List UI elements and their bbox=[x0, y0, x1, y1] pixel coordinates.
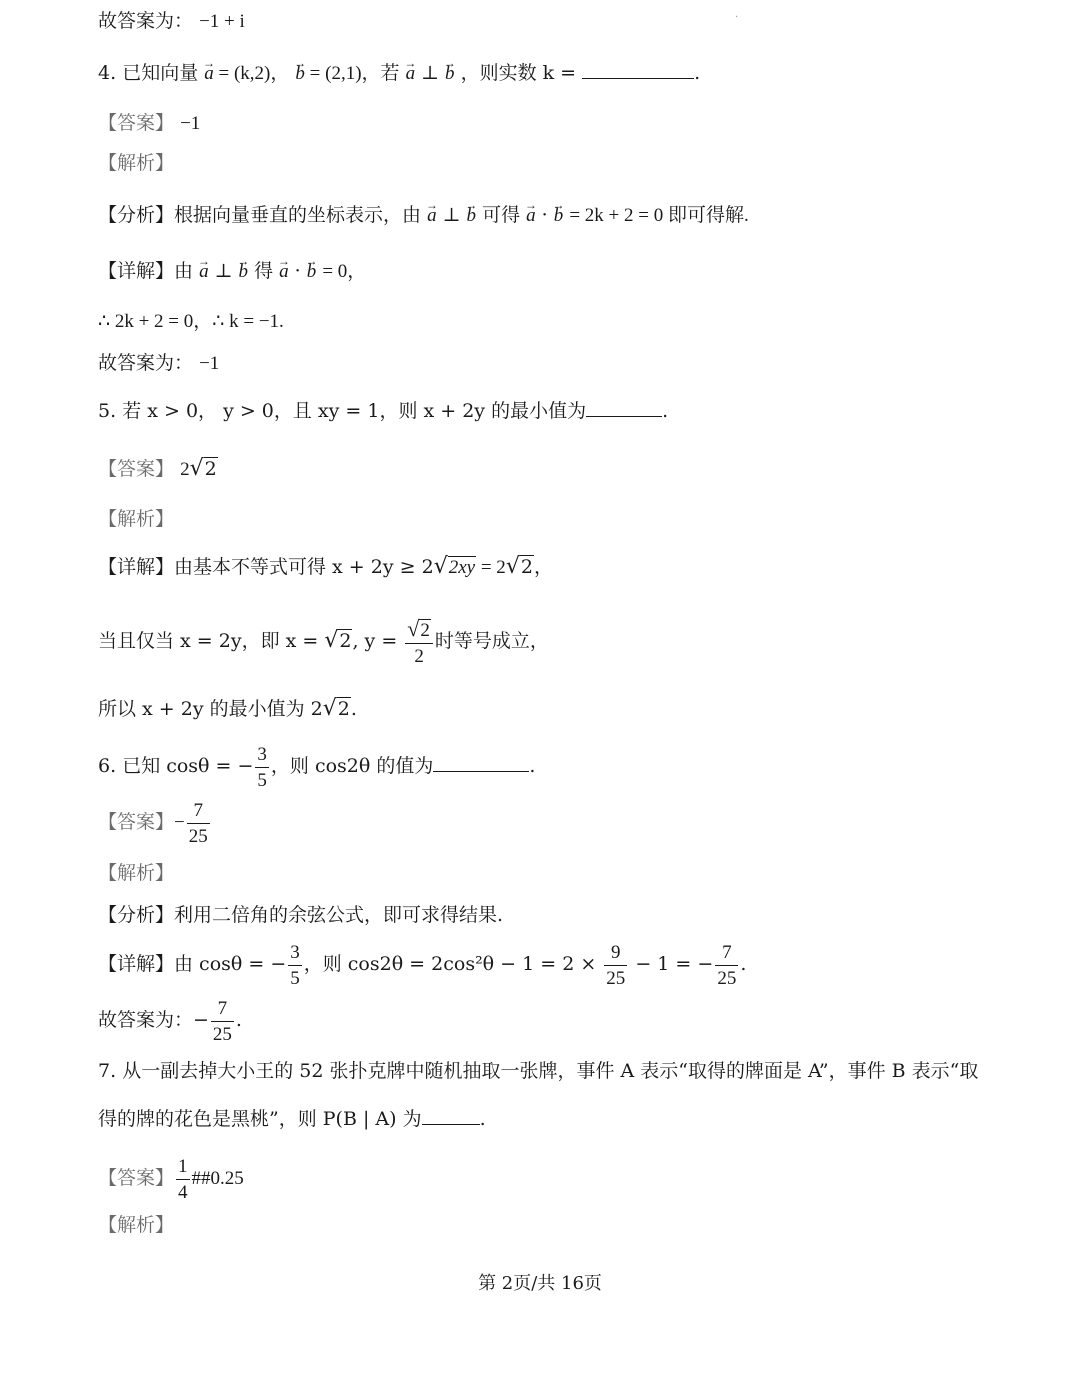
q7-number: 7. bbox=[98, 1060, 117, 1082]
q5-answer-line bbox=[98, 456, 218, 483]
q6-detail-f2-den: 25 bbox=[606, 967, 626, 989]
q6-final-fraction bbox=[211, 999, 234, 1044]
q4-period: . bbox=[694, 62, 701, 84]
q6-detail-fraction2 bbox=[604, 943, 627, 988]
q6-analysis-line bbox=[98, 860, 174, 886]
q4-step-line bbox=[98, 308, 284, 335]
q4-answer-tag: 【答案】 bbox=[98, 112, 175, 134]
q4-fenxi-dot: · bbox=[535, 204, 554, 226]
q6-fraction bbox=[255, 745, 269, 790]
q7-answer-line bbox=[98, 1152, 244, 1205]
q6-detail-fraction1 bbox=[288, 943, 302, 988]
q4-fenxi-dot-a: → a bbox=[526, 203, 536, 229]
q6-detail-tag: 【详解】 bbox=[98, 953, 175, 975]
q6-answer-tag: 【答案】 bbox=[98, 811, 175, 833]
q7-question-line1 bbox=[98, 1058, 978, 1084]
q4-vec-a: → a bbox=[204, 61, 214, 87]
q4-fenxi-text1: 根据向量垂直的坐标表示，由 bbox=[174, 204, 422, 226]
q7-analysis-tag: 【解析】 bbox=[98, 1214, 175, 1236]
q4-cond-a: → a bbox=[406, 61, 416, 87]
q4-detail-dot: · bbox=[288, 260, 307, 282]
q4-eq-b: = (2,1)，若 bbox=[304, 63, 400, 84]
q6-final-line bbox=[98, 994, 242, 1046]
q5-cond-fraction bbox=[405, 618, 433, 666]
q4-number: 4. bbox=[98, 62, 117, 84]
q7-answer-num: 1 bbox=[176, 1157, 190, 1180]
q6-final-label: 故答案为：− bbox=[98, 1009, 209, 1031]
q7-analysis-line bbox=[98, 1212, 174, 1238]
q4-fenxi-line bbox=[98, 202, 749, 229]
q4-perp: ⊥ bbox=[415, 62, 446, 84]
q6-analysis-tag: 【解析】 bbox=[98, 862, 175, 884]
q4-final-line bbox=[98, 350, 219, 377]
q4-text-pre: 已知向量 bbox=[122, 62, 199, 84]
q5-cond-text2: , y = bbox=[352, 630, 404, 652]
q6-question bbox=[98, 740, 535, 792]
q5-number: 5. bbox=[98, 400, 117, 422]
q4-final: −1 bbox=[199, 353, 220, 374]
q6-answer-blank bbox=[433, 753, 529, 772]
q6-frac-den: 5 bbox=[257, 769, 267, 791]
q6-answer-fraction bbox=[187, 801, 210, 846]
q5-detail-end: ， bbox=[533, 556, 553, 578]
scan-speck: · bbox=[735, 12, 739, 23]
q4-detail-b: → b bbox=[239, 259, 249, 285]
q6-text2: ，则 cos2θ 的值为 bbox=[270, 755, 434, 777]
q4-final-label: 故答案为： bbox=[98, 352, 194, 374]
q4-answer-blank bbox=[582, 60, 694, 79]
q6-detail-f2-num: 9 bbox=[604, 943, 627, 966]
q4-step: ∴ 2k + 2 = 0，∴ k = −1. bbox=[98, 311, 284, 332]
page-footer bbox=[0, 1272, 1080, 1296]
q5-cond-frac-den: 2 bbox=[414, 646, 424, 667]
q7-answer-fraction bbox=[176, 1157, 190, 1202]
q5-detail-radicand1: 2xy bbox=[448, 557, 476, 578]
q6-answer-line bbox=[98, 796, 212, 849]
q4-fenxi-dot-b: → b bbox=[554, 203, 564, 229]
q6-detail-text1: 由 cosθ = − bbox=[174, 953, 287, 975]
q4-fenxi-perp: ⊥ bbox=[436, 204, 467, 226]
q5-detail-radicand2: 2 bbox=[520, 556, 533, 578]
q4-fenxi-b: → b bbox=[467, 203, 477, 229]
q6-number: 6. bbox=[98, 755, 117, 777]
q6-detail-line bbox=[98, 938, 746, 990]
q6-detail-f3-num: 7 bbox=[715, 943, 738, 966]
q5-detail-sqrt1: √2xy bbox=[433, 554, 476, 579]
q5-conclusion-end: . bbox=[350, 698, 357, 720]
q6-detail-text2: ，则 cos2θ = 2cos²θ − 1 = 2 × bbox=[303, 953, 603, 975]
q5-cond-text1: 当且仅当 x = 2y，即 x = bbox=[98, 630, 325, 652]
q5-answer-sqrt: √2 bbox=[189, 456, 217, 481]
q6-detail-fraction3 bbox=[715, 943, 738, 988]
q6-final-num: 7 bbox=[211, 999, 234, 1022]
q4-analysis-line bbox=[98, 150, 174, 176]
q5-answer-coef: 2 bbox=[180, 459, 190, 480]
q5-detail-sqrt2: √2 bbox=[505, 554, 533, 579]
q4-fenxi-text2: 可得 bbox=[482, 204, 521, 226]
q5-detail-text: 由基本不等式可得 x + 2y ≥ 2 bbox=[174, 556, 434, 578]
q5-analysis-tag: 【解析】 bbox=[98, 508, 175, 530]
q5-conclusion-sqrt: √2 bbox=[322, 696, 350, 721]
q4-fenxi-tag: 【分析】 bbox=[98, 204, 175, 226]
q6-detail-f1-num: 3 bbox=[288, 943, 302, 966]
q4-fenxi-text3: = 2k + 2 = 0 即可得解. bbox=[569, 205, 749, 226]
q7-answer-blank bbox=[422, 1106, 480, 1125]
q4-fenxi-a: → a bbox=[427, 203, 437, 229]
prev-answer-line bbox=[98, 8, 245, 35]
q5-cond-frac-sqrt: √2 bbox=[407, 616, 430, 641]
q4-detail-line bbox=[98, 258, 366, 285]
q6-answer-num: 7 bbox=[187, 801, 210, 824]
q5-answer-radicand: 2 bbox=[204, 458, 217, 480]
q6-fenxi-text: 利用二倍角的余弦公式，即可求得结果. bbox=[174, 904, 504, 926]
q6-detail-text3: − 1 = − bbox=[629, 953, 714, 975]
q4-answer-line bbox=[98, 110, 200, 137]
q7-text-line1: 从一副去掉大小王的 52 张扑克牌中随机抽取一张牌，事件 A 表示“取得的牌面是 A”，事件 B 表示“取 bbox=[122, 1060, 979, 1082]
q5-period: . bbox=[662, 400, 669, 422]
q4-vec-b: → b bbox=[295, 61, 305, 87]
q7-answer-tag: 【答案】 bbox=[98, 1167, 175, 1189]
q5-detail-tag: 【详解】 bbox=[98, 556, 175, 578]
q4-cond-b: → b bbox=[445, 61, 455, 87]
q5-conclusion-radicand: 2 bbox=[337, 698, 350, 720]
q6-final-end: . bbox=[235, 1009, 242, 1031]
q4-detail-text2: 得 bbox=[254, 260, 274, 282]
q5-detail-line bbox=[98, 554, 553, 581]
q6-detail-f1-den: 5 bbox=[290, 967, 300, 989]
q6-detail-f3-den: 25 bbox=[717, 967, 737, 989]
page-number: 第 2页/共 16页 bbox=[478, 1273, 602, 1294]
q6-fenxi-tag: 【分析】 bbox=[98, 904, 175, 926]
q4-answer: −1 bbox=[180, 113, 201, 134]
q6-fenxi-line bbox=[98, 902, 503, 928]
q6-final-den: 25 bbox=[212, 1023, 232, 1045]
q4-detail-a: → a bbox=[199, 259, 209, 285]
q5-text: 若 x > 0， y > 0，且 xy = 1，则 x + 2y 的最小值为 bbox=[122, 400, 587, 422]
q4-detail-dot-a: → a bbox=[279, 259, 289, 285]
q4-detail-text3: = 0， bbox=[322, 261, 367, 282]
q4-analysis-tag: 【解析】 bbox=[98, 152, 175, 174]
q5-detail-mid: = 2 bbox=[476, 557, 506, 578]
q5-cond-line bbox=[98, 612, 549, 670]
q7-period: . bbox=[479, 1108, 486, 1130]
q5-cond-text3: 时等号成立， bbox=[434, 630, 549, 652]
q5-cond-sqrt: √2 bbox=[324, 628, 352, 653]
q5-cond-radicand: 2 bbox=[339, 630, 352, 652]
q6-text1: 已知 cosθ = − bbox=[122, 755, 254, 777]
q4-detail-text1: 由 bbox=[174, 260, 194, 282]
q7-answer-den: 4 bbox=[178, 1181, 188, 1203]
prev-answer-label: 故答案为： bbox=[98, 10, 194, 32]
q7-question-line2 bbox=[98, 1106, 486, 1132]
q5-cond-frac-num bbox=[405, 618, 433, 644]
q5-cond-frac-radicand: 2 bbox=[420, 620, 430, 641]
q4-text-post: ，则实数 k = bbox=[460, 62, 583, 84]
q4-detail-perp: ⊥ bbox=[208, 260, 239, 282]
q5-conclusion-text: 所以 x + 2y 的最小值为 2 bbox=[98, 698, 323, 720]
q4-question bbox=[98, 60, 700, 87]
q6-period: . bbox=[529, 755, 536, 777]
q5-answer-blank bbox=[586, 398, 662, 417]
q7-answer-alt: ##0.25 bbox=[191, 1168, 244, 1189]
q4-detail-tag: 【详解】 bbox=[98, 260, 175, 282]
q6-detail-end: . bbox=[740, 953, 747, 975]
q6-answer-sign: − bbox=[174, 812, 185, 833]
q4-eq-a: = (k,2)， bbox=[213, 63, 290, 84]
q7-text-line2: 得的牌的花色是黑桃”，则 P(B | A) 为 bbox=[98, 1108, 422, 1130]
prev-answer-value: −1 + i bbox=[199, 11, 245, 32]
q6-answer-den: 25 bbox=[188, 825, 208, 847]
q5-question bbox=[98, 398, 668, 424]
q6-frac-num: 3 bbox=[255, 745, 269, 768]
q5-analysis-line bbox=[98, 506, 174, 532]
q4-detail-dot-b: → b bbox=[307, 259, 317, 285]
q5-answer-tag: 【答案】 bbox=[98, 458, 175, 480]
q5-conclusion-line bbox=[98, 696, 357, 722]
